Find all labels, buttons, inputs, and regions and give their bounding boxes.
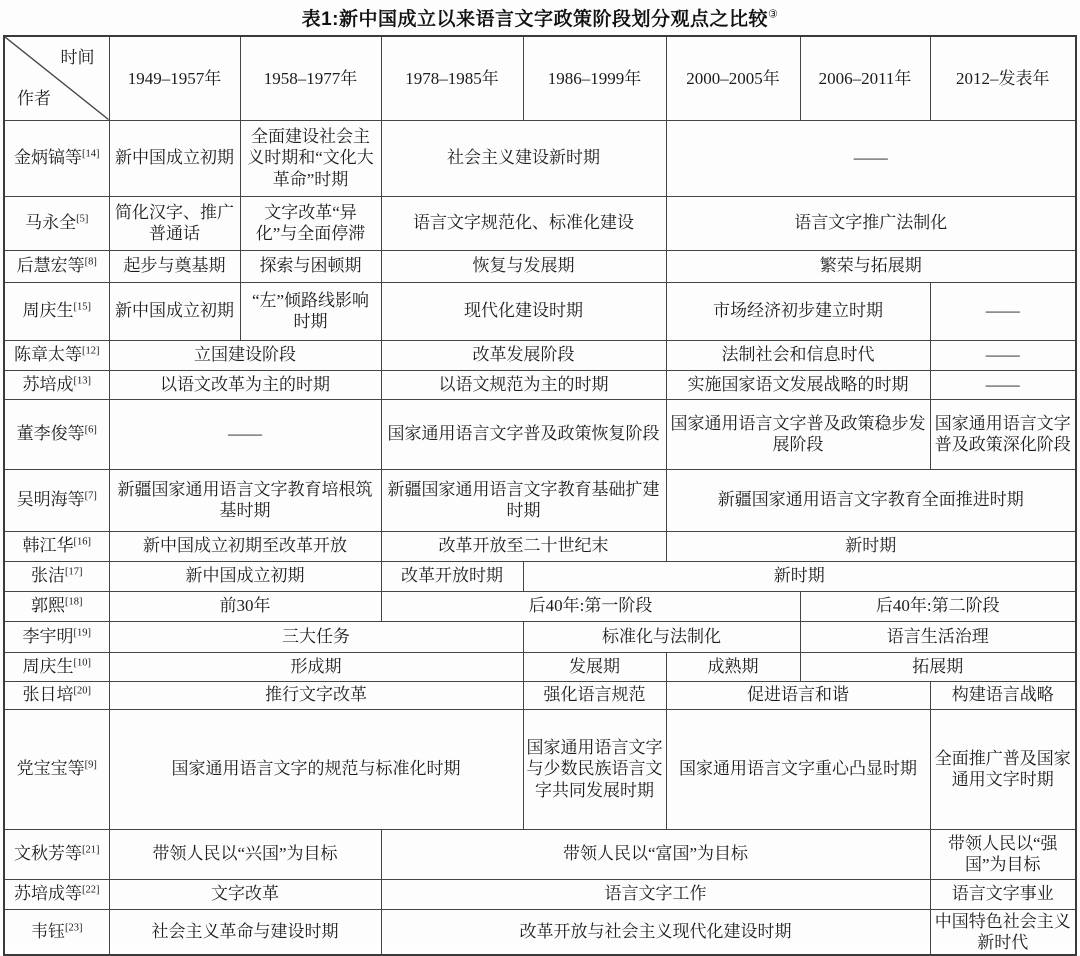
table-row: [4, 250, 1076, 282]
period-cell: 全面推广普及国家通用文字时期: [930, 709, 1076, 829]
table-row: [4, 469, 1076, 531]
year-column-header: 1986–1999年: [523, 36, 666, 120]
period-cell: 语言文字事业: [930, 879, 1076, 909]
table-row: [4, 681, 1076, 709]
author-name: 张洁: [31, 566, 65, 586]
table-title-text: 表1:新中国成立以来语言文字政策阶段划分观点之比较: [301, 9, 769, 30]
period-cell: 语言文字规范化、标准化建设: [381, 196, 666, 250]
period-cell: 前30年: [109, 591, 381, 621]
author-name: 张日培: [22, 685, 74, 705]
period-cell: 以语文改革为主的时期: [109, 370, 381, 399]
table-row: [4, 829, 1076, 879]
period-cell: 成熟期: [666, 652, 800, 681]
author-ref: [22]: [82, 884, 100, 896]
period-cell: 新中国成立初期: [109, 561, 381, 591]
period-cell: “左”倾路线影响时期: [240, 282, 381, 340]
table-row: [4, 909, 1076, 955]
period-cell: 改革开放至二十世纪末: [381, 531, 666, 561]
period-cell: 法制社会和信息时代: [666, 340, 930, 370]
table-row: [4, 340, 1076, 370]
author-cell: [4, 469, 109, 531]
empty-cell: ——: [930, 340, 1076, 370]
period-cell: 形成期: [109, 652, 523, 681]
table-row: [4, 709, 1076, 829]
table-row: [4, 399, 1076, 469]
author-ref: [9]: [84, 759, 97, 771]
author-name: 党宝宝等: [16, 759, 85, 779]
period-cell: 国家通用语言文字普及政策恢复阶段: [381, 399, 666, 469]
author-ref: [7]: [84, 490, 97, 502]
period-cell: 繁荣与拓展期: [666, 250, 1076, 282]
header-row: [4, 36, 1076, 120]
author-cell: [4, 621, 109, 652]
period-cell: 发展期: [523, 652, 666, 681]
author-ref: [5]: [76, 213, 89, 225]
period-cell: 新疆国家通用语言文字教育基础扩建时期: [381, 469, 666, 531]
author-cell: [4, 709, 109, 829]
period-cell: 社会主义革命与建设时期: [109, 909, 381, 955]
author-ref: [14]: [82, 148, 100, 160]
author-ref: [17]: [65, 566, 83, 578]
author-name: 韦钰: [31, 922, 65, 942]
period-cell: 强化语言规范: [523, 681, 666, 709]
author-ref: [23]: [65, 922, 83, 934]
author-cell: [4, 399, 109, 469]
period-cell: 构建语言战略: [930, 681, 1076, 709]
author-name: 马永全: [25, 213, 77, 233]
author-name: 董李俊等: [16, 424, 85, 444]
author-cell: [4, 591, 109, 621]
period-cell: 现代化建设时期: [381, 282, 666, 340]
author-name: 陈章太等: [14, 345, 82, 365]
period-cell: 新中国成立初期: [109, 282, 240, 340]
author-cell: [4, 879, 109, 909]
year-column-header: 2000–2005年: [666, 36, 800, 120]
period-cell: 探索与困顿期: [240, 250, 381, 282]
comparison-table: [3, 35, 1077, 956]
period-cell: 简化汉字、推广普通话: [109, 196, 240, 250]
period-cell: 语言文字推广法制化: [666, 196, 1076, 250]
period-cell: 立国建设阶段: [109, 340, 381, 370]
table-row: [4, 282, 1076, 340]
period-cell: 新时期: [666, 531, 1076, 561]
author-cell: [4, 561, 109, 591]
period-cell: 国家通用语言文字重心凸显时期: [666, 709, 930, 829]
table-row: [4, 120, 1076, 196]
table-row: [4, 561, 1076, 591]
period-cell: 改革发展阶段: [381, 340, 666, 370]
author-name: 苏培成: [22, 374, 74, 394]
author-name: 苏培成等: [14, 884, 82, 904]
period-cell: 新时期: [523, 561, 1076, 591]
year-column-header: 1978–1985年: [381, 36, 523, 120]
period-cell: 国家通用语言文字普及政策稳步发展阶段: [666, 399, 930, 469]
author-ref: [10]: [73, 657, 91, 669]
author-ref: [21]: [82, 844, 100, 856]
corner-label-time: 时间: [60, 48, 95, 67]
author-ref: [18]: [65, 596, 83, 608]
author-cell: [4, 652, 109, 681]
period-cell: 促进语言和谐: [666, 681, 930, 709]
period-cell: 恢复与发展期: [381, 250, 666, 282]
year-column-header: 2012–发表年: [930, 36, 1076, 120]
author-name: 后慧宏等: [16, 256, 85, 276]
author-name: 郭熙: [31, 596, 65, 616]
empty-cell: ——: [930, 282, 1076, 340]
table-row: [4, 196, 1076, 250]
author-name: 金炳镐等: [14, 148, 82, 168]
author-ref: [19]: [73, 627, 91, 639]
author-cell: [4, 370, 109, 399]
empty-cell: ——: [930, 370, 1076, 399]
author-name: 周庆生: [22, 301, 74, 321]
table-title: [0, 4, 1080, 31]
period-cell: 市场经济初步建立时期: [666, 282, 930, 340]
period-cell: 带领人民以“强国”为目标: [930, 829, 1076, 879]
author-ref: [16]: [73, 536, 91, 548]
table-row: [4, 652, 1076, 681]
period-cell: 新疆国家通用语言文字教育全面推进时期: [666, 469, 1076, 531]
table-row: [4, 621, 1076, 652]
table-row: [4, 879, 1076, 909]
period-cell: 带领人民以“兴国”为目标: [109, 829, 381, 879]
author-cell: [4, 829, 109, 879]
period-cell: 后40年:第一阶段: [381, 591, 800, 621]
author-cell: [4, 282, 109, 340]
period-cell: 新疆国家通用语言文字教育培根筑基时期: [109, 469, 381, 531]
period-cell: 文字改革: [109, 879, 381, 909]
period-cell: 后40年:第二阶段: [800, 591, 1076, 621]
table-row: [4, 370, 1076, 399]
author-ref: [6]: [84, 424, 97, 436]
author-cell: [4, 531, 109, 561]
author-cell: [4, 681, 109, 709]
period-cell: 中国特色社会主义新时代: [930, 909, 1076, 955]
author-ref: [12]: [82, 345, 100, 357]
period-cell: 国家通用语言文字的规范与标准化时期: [109, 709, 523, 829]
table-row: [4, 531, 1076, 561]
author-name: 李宇明: [22, 626, 74, 646]
period-cell: 国家通用语言文字与少数民族语言文字共同发展时期: [523, 709, 666, 829]
corner-header-cell: [4, 36, 109, 120]
period-cell: 语言文字工作: [381, 879, 930, 909]
period-cell: 标准化与法制化: [523, 621, 800, 652]
period-cell: 文字改革“异化”与全面停滞: [240, 196, 381, 250]
period-cell: 改革开放时期: [381, 561, 523, 591]
period-cell: 新中国成立初期: [109, 120, 240, 196]
period-cell: 国家通用语言文字普及政策深化阶段: [930, 399, 1076, 469]
author-name: 文秋芳等: [14, 844, 82, 864]
author-name: 吴明海等: [16, 490, 85, 510]
year-column-header: 2006–2011年: [800, 36, 930, 120]
author-ref: [8]: [84, 256, 97, 268]
period-cell: 拓展期: [800, 652, 1076, 681]
period-cell: 实施国家语文发展战略的时期: [666, 370, 930, 399]
corner-label-author: 作者: [17, 89, 51, 109]
empty-cell: ——: [666, 120, 1076, 196]
author-name: 周庆生: [22, 656, 74, 676]
author-cell: [4, 909, 109, 955]
period-cell: 社会主义建设新时期: [381, 120, 666, 196]
author-cell: [4, 340, 109, 370]
footnote-mark: ③: [768, 8, 779, 21]
author-cell: [4, 120, 109, 196]
period-cell: 语言生活治理: [800, 621, 1076, 652]
year-column-header: 1949–1957年: [109, 36, 240, 120]
period-cell: 以语文规范为主的时期: [381, 370, 666, 399]
year-column-header: 1958–1977年: [240, 36, 381, 120]
author-ref: [20]: [73, 685, 91, 697]
period-cell: 全面建设社会主义时期和“文化大革命”时期: [240, 120, 381, 196]
author-cell: [4, 196, 109, 250]
table-row: [4, 591, 1076, 621]
author-ref: [13]: [73, 375, 91, 387]
period-cell: 起步与奠基期: [109, 250, 240, 282]
author-cell: [4, 250, 109, 282]
author-name: 韩江华: [22, 536, 74, 556]
period-cell: 三大任务: [109, 621, 523, 652]
period-cell: 新中国成立初期至改革开放: [109, 531, 381, 561]
period-cell: 推行文字改革: [109, 681, 523, 709]
period-cell: 带领人民以“富国”为目标: [381, 829, 930, 879]
author-ref: [15]: [73, 301, 91, 313]
period-cell: 改革开放与社会主义现代化建设时期: [381, 909, 930, 955]
empty-cell: ——: [109, 399, 381, 469]
